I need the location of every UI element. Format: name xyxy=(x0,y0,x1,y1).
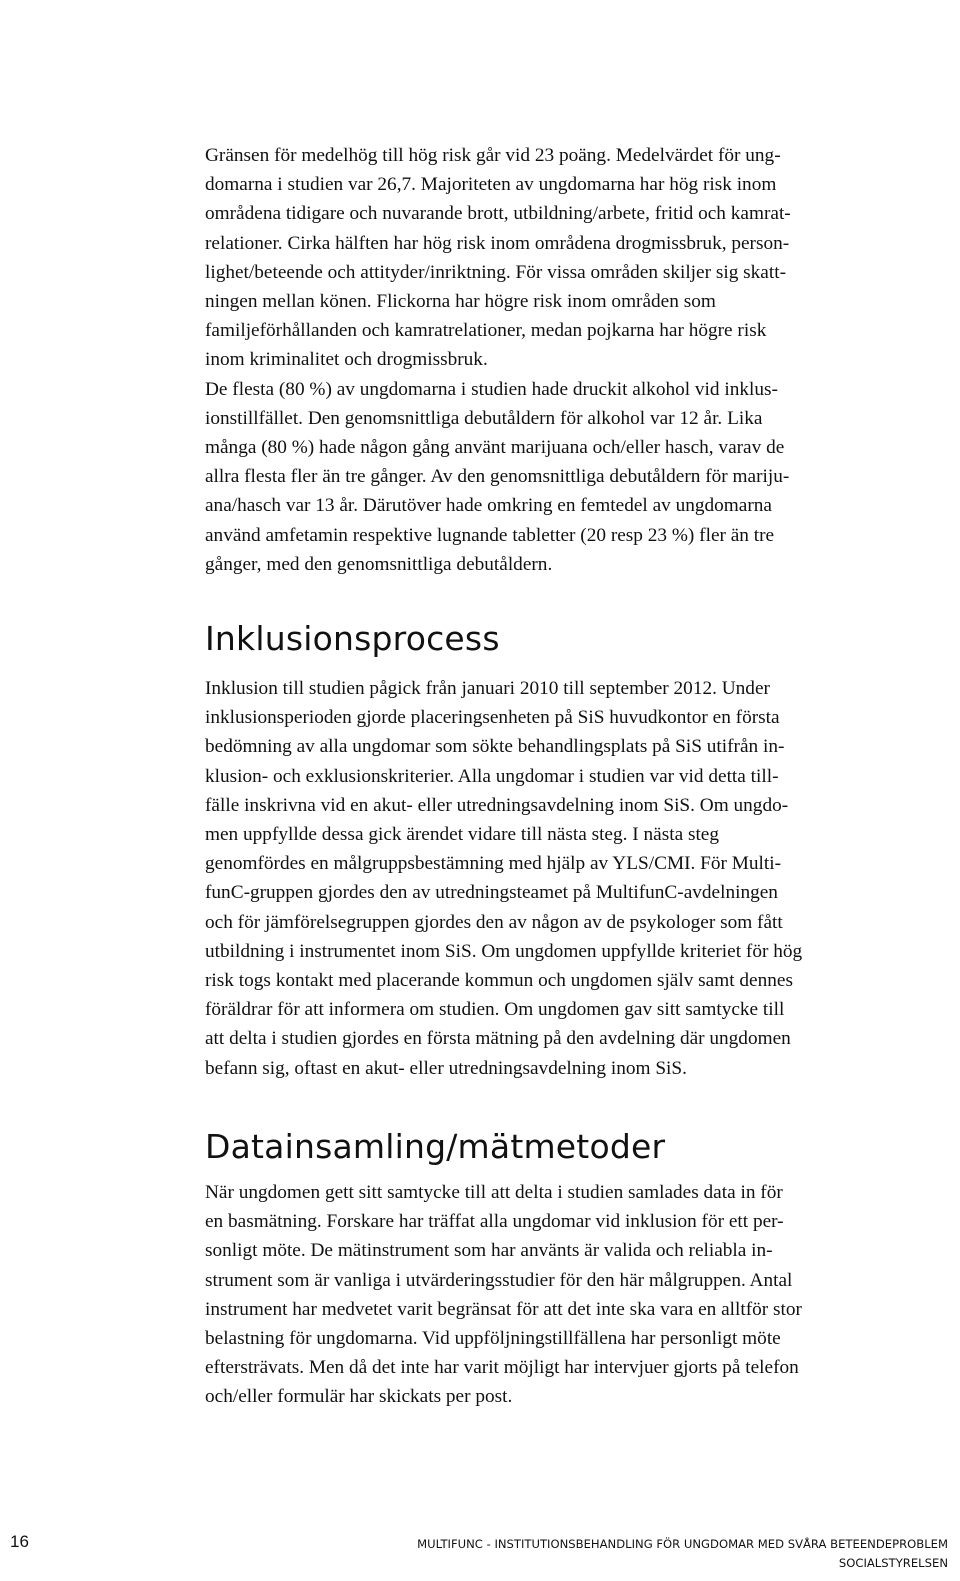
text-line: familjeförhållanden och kamratrelationer, medan pojkarna har högre risk xyxy=(205,320,767,342)
text-line: inklusionsperioden gjorde placeringsenheten på SiS huvudkontor en första xyxy=(205,707,780,729)
inklusionsprocess-paragraph xyxy=(205,674,957,1083)
text-line: gånger, med den genomsnittliga debutåldern. xyxy=(205,553,553,575)
text-line: ningen mellan könen. Flickorna har högre risk inom områden som xyxy=(205,291,716,313)
text-line: belastning för ungdomarna. Vid uppföljningstillfällena har personligt möte xyxy=(205,1327,781,1349)
text-line: ionstillfället. Den genomsnittliga debutåldern för alkohol var 12 år. Lika xyxy=(205,407,763,429)
text-line: en basmätning. Forskare har träffat alla ungdomar vid inklusion för ett per- xyxy=(205,1211,784,1233)
text-line: När ungdomen gett sitt samtycke till att delta i studien samlades data in för xyxy=(205,1181,783,1203)
text-line: strument som är vanliga i utvärderingsstudier för den här målgruppen. Antal xyxy=(205,1269,793,1291)
text-line: fälle inskrivna vid en akut- eller utredningsavdelning inom SiS. Om ungdo- xyxy=(205,794,789,816)
text-line: använd amfetamin respektive lugnande tabletter (20 resp 23 %) fler än tre xyxy=(205,524,775,546)
text-line: risk togs kontakt med placerande kommun och ungdomen själv samt dennes xyxy=(205,970,793,992)
page-number: 16 xyxy=(10,1532,29,1551)
text-line: men uppfyllde dessa gick ärendet vidare till nästa steg. I nästa steg xyxy=(205,824,720,846)
running-title: MULTIFUNC - INSTITUTIONSBEHANDLING FÖR UNGDOMAR MED SVÅRA BETEENDEPROBLEM xyxy=(417,1537,948,1551)
text-line: Gränsen för medelhög till hög risk går vid 23 poäng. Medelvärdet för ung- xyxy=(205,145,781,166)
text-line: utbildning i instrumentet inom SiS. Om ungdomen uppfyllde kriteriet för hög xyxy=(205,940,803,962)
text-line: allra flesta fler än tre gånger. Av den genomsnittliga debutåldern för mariju- xyxy=(205,466,790,488)
text-line: klusion- och exklusionskriterier. Alla ungdomar i studien var vid detta till- xyxy=(205,765,779,787)
text-line: ana/hasch var 13 år. Därutöver hade omkring en femtedel av ungdomarna xyxy=(205,495,772,517)
text-line: områdena tidigare och nuvarande brott, utbildning/arbete, fritid och kamrat- xyxy=(205,203,791,225)
text-line: sonligt möte. De mätinstrument som har använts är valida och reliabla in- xyxy=(205,1240,773,1262)
text-line: och för jämförelsegruppen gjordes den av någon av de psykologer som fått xyxy=(205,911,783,933)
text-line: inom kriminalitet och drogmissbruk. xyxy=(205,349,488,371)
text-line: föräldrar för att informera om studien. Om ungdomen gav sitt samtycke till xyxy=(205,999,785,1021)
text-line: eftersträvats. Men då det inte har varit möjligt har intervjuer gjorts på telefon xyxy=(205,1357,799,1379)
section-heading-datainsamling: Datainsamling/mätmetoder xyxy=(205,1126,666,1166)
text-line: bedömning av alla ungdomar som sökte behandlingsplats på SiS utifrån in- xyxy=(205,736,785,758)
text-line: Inklusion till studien pågick från januari 2010 till september 2012. Under xyxy=(205,678,770,700)
text-line: och/eller formulär har skickats per post. xyxy=(205,1386,513,1408)
datainsamling-paragraph xyxy=(205,1178,957,1412)
text-line: domarna i studien var 26,7. Majoriteten av ungdomarna har hög risk inom xyxy=(205,174,777,196)
text-line: De flesta (80 %) av ungdomarna i studien hade druckit alkohol vid inklus- xyxy=(205,378,778,400)
text-line: genomfördes en målgruppsbestämning med hjälp av YLS/CMI. För Multi- xyxy=(205,853,782,875)
text-line: relationer. Cirka hälften har hög risk inom områdena drogmissbruk, person- xyxy=(205,232,790,254)
text-line: många (80 %) hade någon gång använt marijuana och/eller hasch, varav de xyxy=(205,437,785,459)
text-line: funC-gruppen gjordes den av utredningsteamet på MultifunC-avdelningen xyxy=(205,882,778,904)
text-line: instrument har medvetet varit begränsat för att det inte ska vara en alltför stor xyxy=(205,1298,802,1320)
text-line: att delta i studien gjordes en första mätning på den avdelning där ungdomen xyxy=(205,1028,791,1050)
section-heading-inklusionsprocess: Inklusionsprocess xyxy=(205,619,500,659)
substance-use-paragraph xyxy=(205,375,957,579)
intro-paragraph xyxy=(205,141,957,375)
page-content xyxy=(205,141,957,1412)
text-line: befann sig, oftast en akut- eller utredningsavdelning inom SiS. xyxy=(205,1057,687,1079)
text-line: lighet/beteende och attityder/inriktning. För vissa områden skiljer sig skatt- xyxy=(205,261,786,283)
publisher-name: SOCIALSTYRELSEN xyxy=(838,1556,948,1570)
